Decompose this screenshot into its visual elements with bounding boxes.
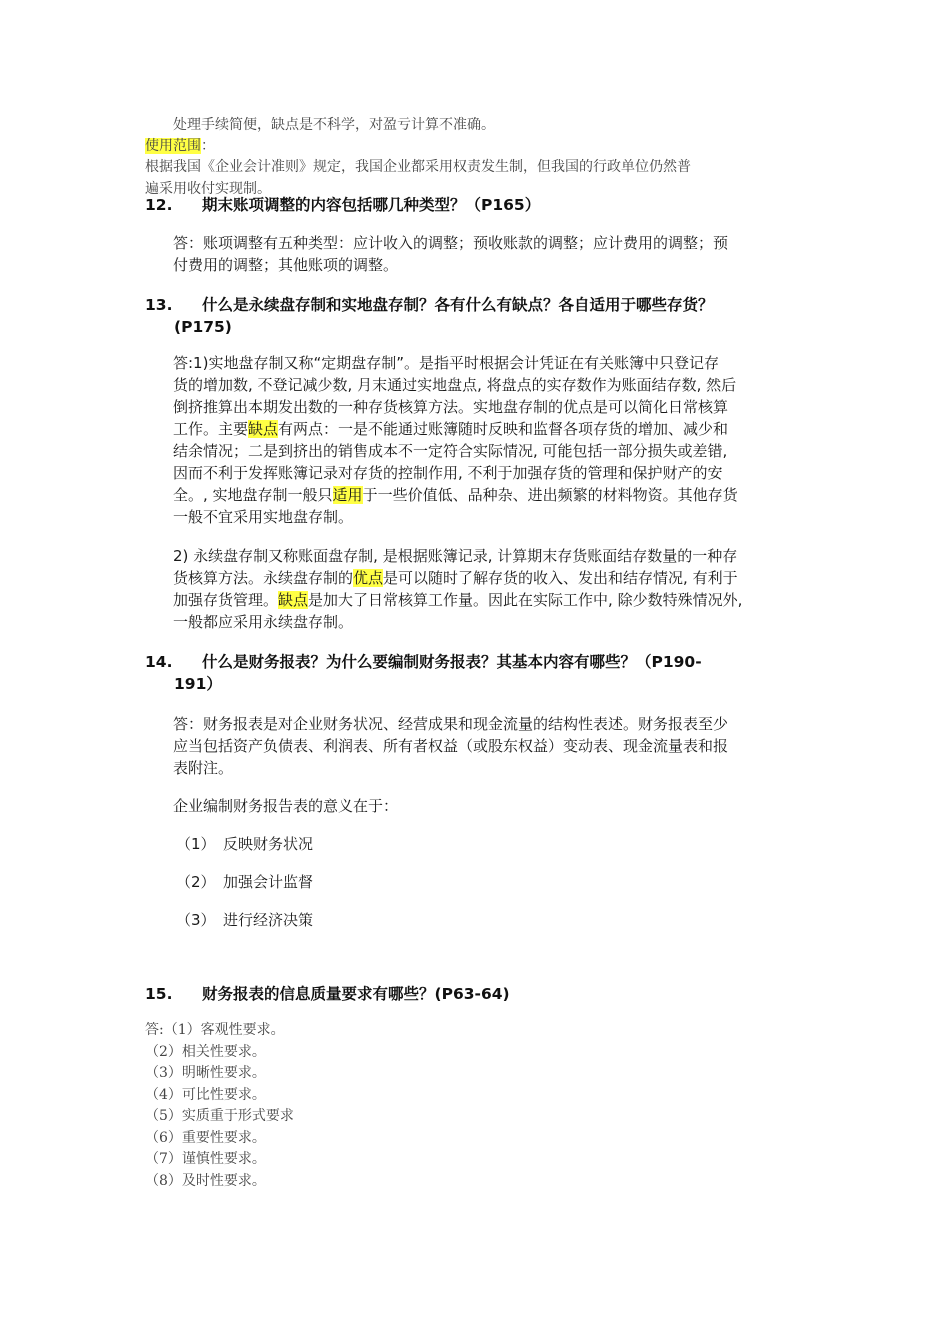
meaning-item	[176, 909, 313, 930]
answer-line: 货的增加数, 不登记减少数, 月末通过实地盘点, 将盘点的实存数作为账面结存数, 然后	[173, 376, 737, 394]
meaning-item	[176, 871, 313, 892]
question-title: 期末账项调整的内容包括哪几种类型？（P165）	[202, 196, 541, 214]
question-title: 财务报表的信息质量要求有哪些？(P63-64)	[202, 985, 510, 1003]
meaning-intro	[173, 795, 398, 817]
answer-text: 加强存货管理。	[173, 591, 279, 609]
highlight-text: 缺点	[278, 591, 309, 609]
intro-text: 处理手续简便，缺点是不科学，对盈亏计算不准确。	[173, 117, 495, 133]
highlight-text: 优点	[353, 569, 384, 587]
answer-text: 是加大了日常核算工作量。因此在实际工作中, 除少数特殊情况外,	[308, 591, 743, 609]
scope-text-line: 根据我国《企业会计准则》规定，我国企业都采用权责发生制，但我国的行政单位仍然普	[145, 159, 691, 175]
question-number: 15.	[145, 985, 173, 1003]
question-14-heading	[145, 651, 702, 695]
item-text: 反映财务状况	[223, 835, 314, 853]
answer-list-item: （2）相关性要求。	[145, 1043, 266, 1060]
answer-line: 答：账项调整有五种类型：应计收入的调整；预收账款的调整；应计费用的调整；预	[173, 234, 729, 252]
answer-line: 付费用的调整；其他账项的调整。	[173, 256, 399, 274]
scope-line	[145, 136, 215, 158]
answer-line: 因而不利于发挥账簿记录对存货的控制作用, 不利于加强存货的管理和保护财产的安	[173, 464, 723, 482]
question-13-answer-2	[173, 545, 823, 633]
scope-text-line: 遍采用收付实现制。	[145, 180, 271, 197]
answer-text: 于一些价值低、品种杂、进出频繁的材料物资。其他存货	[362, 486, 738, 504]
answer-list-item: （3）明晰性要求。	[145, 1065, 266, 1081]
question-number: 13.	[145, 296, 173, 314]
question-number: 12.	[145, 196, 173, 214]
answer-line: 一般都应采用永续盘存制。	[173, 613, 354, 631]
answer-text: 工作。主要	[173, 420, 249, 438]
scope-colon: ：	[201, 138, 215, 154]
item-text: 进行经济决策	[223, 911, 314, 929]
answer-line: 倒挤推算出本期发出数的一种存货核算方法。实地盘存制的优点是可以简化日常核算	[173, 398, 729, 416]
item-number: （1）	[176, 835, 216, 853]
highlight-text: 缺点	[248, 420, 279, 438]
intro-line	[173, 115, 495, 137]
highlight-text: 适用	[332, 486, 363, 504]
answer-list-item: 答:（1）客观性要求。	[145, 1022, 285, 1038]
question-15-answer-list	[145, 1020, 294, 1192]
answer-line: 2) 永续盘存制又称账面盘存制, 是根据账簿记录, 计算期末存货账面结存数量的一种存	[173, 547, 738, 565]
question-title: 什么是财务报表？为什么要编制财务报表？其基本内容有哪些？（P190-	[202, 653, 702, 671]
item-number: （2）	[176, 873, 216, 891]
answer-list-item: （7）谨慎性要求。	[145, 1151, 266, 1167]
question-title-cont: 191）	[174, 675, 222, 693]
answer-line: 应当包括资产负债表、利润表、所有者权益（或股东权益）变动表、现金流量表和报	[173, 737, 729, 755]
item-text: 加强会计监督	[223, 873, 314, 891]
question-title-cont: (P175)	[174, 318, 232, 336]
question-14-answer	[173, 713, 823, 779]
answer-line: 答：财务报表是对企业财务状况、经营成果和现金流量的结构性表述。财务报表至少	[173, 715, 729, 733]
question-12-answer	[173, 232, 813, 276]
answer-text: 有两点：一是不能通过账簿随时反映和监督各项存货的增加、减少和	[278, 420, 729, 438]
answer-line: 表附注。	[173, 759, 234, 777]
answer-list-item: （5）实质重于形式要求	[145, 1108, 294, 1124]
meaning-item	[176, 833, 313, 854]
answer-line: 一般不宜采用实地盘存制。	[173, 508, 354, 526]
answer-list-item: （4）可比性要求。	[145, 1086, 266, 1103]
answer-text: 货核算方法。永续盘存制的	[173, 569, 354, 587]
answer-line: 结余情况；二是到挤出的销售成本不一定符合实际情况, 可能包括一部分损失或差错,	[173, 442, 728, 460]
answer-line: 答:1)实地盘存制又称“定期盘存制”。是指平时根据会计凭证在有关账簿中只登记存	[173, 354, 719, 372]
question-title: 什么是永续盘存制和实地盘存制？各有什么有缺点？各自适用于哪些存货？	[202, 296, 714, 314]
answer-line: 企业编制财务报告表的意义在于：	[173, 797, 399, 815]
answer-text: 是可以随时了解存货的收入、发出和结存情况, 有利于	[383, 569, 738, 587]
answer-list-item: （6）重要性要求。	[145, 1129, 266, 1146]
question-12-heading	[145, 194, 540, 216]
answer-list-item: （8）及时性要求。	[145, 1172, 266, 1189]
question-number: 14.	[145, 653, 173, 671]
question-13-answer-1	[173, 352, 823, 528]
question-13-heading	[145, 294, 714, 338]
answer-text: 全。, 实地盘存制一般只	[173, 486, 333, 504]
question-15-heading	[145, 983, 510, 1005]
scope-label: 使用范围	[145, 138, 201, 154]
item-number: （3）	[176, 911, 216, 929]
